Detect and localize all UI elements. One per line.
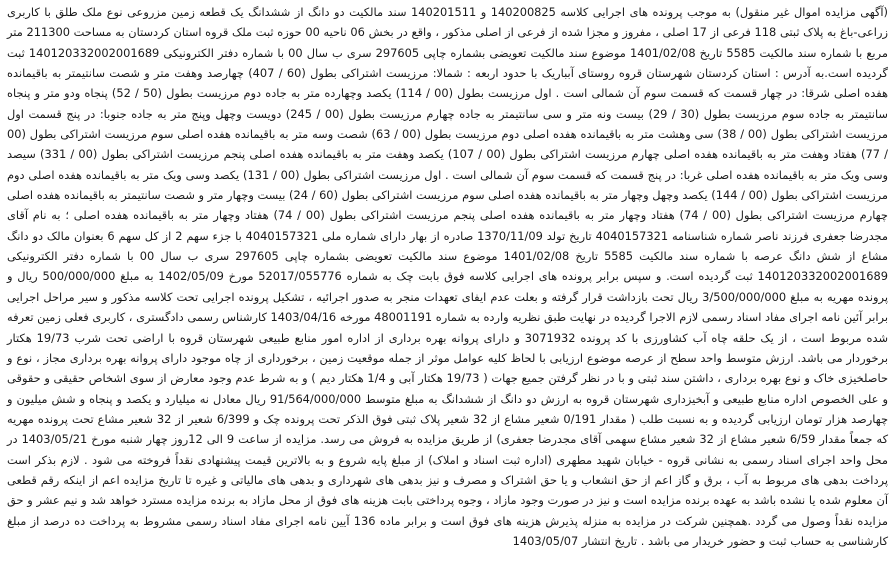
notice-body-text: (آگهی مزایده اموال غیر منقول) به موجب پرونده های اجرایی کلاسه 140200825 و 140201511 سند مالکیت دو دانگ از ششدانگ یک قطعه زمین مزروعی نوع ملک طلق با کاربری زراعی-باغ به پلاک ثبتی 118 فرعی از 17 اصلی ، مفروز و مجزا شده از فرعی از اصلی مذکور ، واقع در بخش 06 ناحیه 00 حوزه ثبت ملک قروه استان کردستان به مساحت 211300 متر مربع با شماره سند مالکیت 5585 تاریخ 1401/02/08 موضوع سند مالکیت تعویضی بشماره چاپی 297605 سری ب سال 00 با شماره دفتر الکترونیکی 140120332002001689 ثبت گردیده است.به آدرس : استان کردستان شهرستان قروه روستای آبباریک با حدود اربعه : شمالا: مرزیست اشتراکی بطول (60 / 407) چهارصد وهفت متر و شصت سانتیمتر به باقیمانده هفده اصلی شرقا: در چهار قسمت که قسمت سوم آن شمالی است . اول مرزیست بطول (00 / 114) یکصد وچهارده متر به جاده دوم مرزیست بطول (50 / 52) پنجاه ودو متر و پنجاه سانتیمتر به جاده سوم مرزیست بطول (30 / 29) بیست ونه متر و سی سانتیمتر به جاده چهارم مرزیست بطول (00 / 245) دویست وچهل وپنج متر به جاده جنوبا: در پنج قسمت اول مرزیست اشتراکی بطول (00 / 38) سی وهشت متر به باقیمانده هفده اصلی دوم مرزیست بطول (00 / 63) شصت وسه متر به باقیمانده هفده اصلی سوم مرزیست اشتراکی بطول (00 / 77) هفتاد وهفت متر به باقیمانده هفده اصلی چهارم مرزیست اشتراکی بطول (00 / 107) یکصد وهفت متر به باقیمانده هفده اصلی پنجم مرزیست اشتراکی بطول (00 / 331) سیصد وسی ویک متر به باقیمانده هفده اصلی غربا: در پنج قسمت که قسمت سوم آن شمالی است . اول مرزیست اشتراکی بطول (00 / 131) یکصد وسی ویک متر به باقیمانده هفده اصلی دوم مرزیست اشتراکی بطول (00 / 144) یکصد وچهل وچهار متر به باقیمانده هفده اصلی سوم مرزیست اشتراکی بطول (60 / 24) بیست وچهار متر و شصت سانتیمتر به باقیمانده هفده اصلی چهارم مرزیست اشتراکی بطول (00 / 74) هفتاد وچهار متر به باقیمانده هفده اصلی پنجم مرزیست اشتراکی بطول (00 / 74) هفتاد وچهار متر به باقیمانده هفده اصلی ؛ به نام آقای مجدرضا جعفری فرزند ناصر شماره شناسنامه 4040157321 تاریخ تولد 1370/11/09 صادره از بهار دارای شماره ملی 4040157321 با جزء سهم 2 از کل سهم 6 بعنوان مالک دو دانگ مشاع از شش دانگ عرصه با شماره سند مالکیت 5585 تاریخ 1401/02/08 موضوع سند مالکیت تعویضی بشماره چاپی 297605 سری ب سال 00 با شماره دفتر الکترونیکی 140120332002001689 ثبت گردیده است. و سپس برابر پرونده های اجرایی کلاسه فوق بابت چک به شماره 52017/055776 مورخ 1402/05/09 به مبلغ 500/000/000 ریال و پرونده مهریه به مبلغ 3/500/000/000 ریال تحت بازداشت قرار گرفته و بعلت عدم ایفای تعهدات منجر به صدور اجرائیه ، تشکیل پرونده اجرایی تحت کلاسه مذکور و سیر مراحل اجرایی برابر آئین نامه اجرای مفاد اسناد رسمی لازم الاجرا گردیده در نهایت طبق نظریه وارده به شماره 48001191 مورخه 1403/04/16 کارشناس رسمی دادگستری ، کاربری فعلی زمین تعرفه شده مربوط است ، از یک حلقه چاه آب کشاورزی با کد پرونده 3071932 و دارای پروانه بهره برداری از اداره امور منابع طبیعی شهرستان قروه با اراضی تحت شرب 19/73 هکتار برخوردار می باشد. ارزش متوسط واحد سطح از عرصه موضوع ارزیابی با لحاظ کلیه عوامل موثر از جمله موقعیت زمین ، برخورداری از چاه موجود دارای پروانه بهره برداری مجاز ، نوع و حاصلخیزی خاک و نوع بهره برداری ، داشتن سند ثبتی و با در نظر گرفتن جمیع جهات ( 19/73 هکتار آبی و 1/4 هکتار دیم ) و به شرط عدم وجود معارض از سوی اشخاص حقیقی و حقوقی و علی الخصوص اداره منابع طبیعی و آبخیزداری شهرستان قروه به ارزش دو دانگ از ششدانگ به مبلغ متوسط 91/564/000/000 ریال معادل نه میلیارد و یکصد و پنجاه و شش میلیون و چهارصد هزار تومان ارزیابی گردیده و به نسبت طلب ( مقدار 0/191 شعیر مشاع از 32 شعیر پلاک ثبتی فوق الذکر تحت پرونده چک و 6/399 شعیر از 32 شعیر مشاع تحت پرونده مهریه که جمعاً مقدار 6/59 شعیر مشاع از 32 شعیر مشاع سهمی آقای مجدرضا جعفری) از طریق مزایده به فروش می رسد. مزایده از ساعت 9 الی 12روز چهار شنبه مورخ 1403/05/21 در محل واحد اجرای اسناد رسمی به نشانی قروه - خیابان شهید مطهری (اداره ثبت اسناد و املاک) از مبلغ پایه شروع و به بالاترین قیمت پیشنهادی نقداً فروخته می شود . لازم بذکر است پرداخت بدهی های مربوط به آب ، برق و گاز اعم از حق انشعاب و یا حق اشتراک و مصرف و نیز بدهی های شهرداری و بدهی های مالیاتی و غیره تا تاریخ مزایده اعم از اینکه رقم قطعی آن معلوم شده یا نشده باشد به عهده برنده مزایده است و نیز در صورت وجود مازاد ، وجوه پرداختی بابت هزینه های فوق از محل مازاد به برنده مزایده مسترد خواهد شد و نیم عشر و حق مزایده نقداً وصول می گردد .همچنین شرکت در مزایده به منزله پذیرش هزینه های فوق است و برابر ماده 136 آیین نامه اجرای مفاد اسناد رسمی مشروط به پرداخت ده درصد از مبلغ کارشناسی به حساب ثبت و حضور خریدار می باشد . تاریخ انتشار 1403/05/07 xyxy=(7,5,889,548)
